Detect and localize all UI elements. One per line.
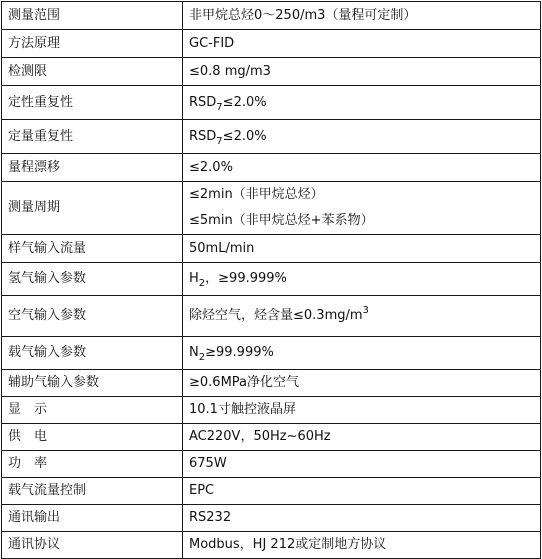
row-value-method: GC-FID xyxy=(183,30,541,58)
value-main: N xyxy=(189,345,199,360)
row-value-detection-limit: ≤0.8 mg/m3 xyxy=(183,58,541,86)
value-subscript: 7 xyxy=(216,135,223,147)
row-label-aux-gas: 辅助气输入参数 xyxy=(2,370,183,397)
row-value-power: 675W xyxy=(183,451,541,478)
row-label-quantitative-repeatability: 定量重复性 xyxy=(2,120,183,154)
value-line-2: ≤5min（非甲烷总烃+苯系物） xyxy=(189,213,374,228)
row-label-measurement-cycle: 测量周期 xyxy=(2,182,183,235)
row-label-power: 功 率 xyxy=(2,451,183,478)
row-label-qualitative-repeatability: 定性重复性 xyxy=(2,86,183,120)
row-label-comm-protocol: 通讯协议 xyxy=(2,532,183,559)
table-row xyxy=(2,120,541,154)
row-value-carrier-flow-control: EPC xyxy=(183,478,541,505)
table-row xyxy=(2,182,541,235)
row-label-carrier-flow-control: 载气流量控制 xyxy=(2,478,183,505)
row-value-power-supply: AC220V，50Hz~60Hz xyxy=(183,424,541,451)
value-main: RSD xyxy=(189,128,217,144)
row-label-sample-flow: 样气输入流量 xyxy=(2,235,183,263)
row-label-power-supply: 供 电 xyxy=(2,424,183,451)
table-row xyxy=(2,263,541,296)
table-row xyxy=(2,370,541,397)
value-main: H xyxy=(189,271,199,286)
value-subscript: 2 xyxy=(198,352,206,363)
value-rest: ，≥99.999% xyxy=(205,271,287,286)
table-row xyxy=(2,2,541,30)
value-rest: ≥99.999% xyxy=(205,345,274,360)
row-value-display: 10.1寸触控液晶屏 xyxy=(183,397,541,424)
value-superscript: 3 xyxy=(362,305,369,316)
row-value-comm-protocol: Modbus，HJ 212或定制地方协议 xyxy=(183,532,541,559)
row-value-qualitative-repeatability xyxy=(183,86,541,120)
row-label-method: 方法原理 xyxy=(2,30,183,58)
table-row xyxy=(2,451,541,478)
row-label-air: 空气输入参数 xyxy=(2,296,183,337)
table-row xyxy=(2,424,541,451)
table-row xyxy=(2,397,541,424)
row-label-display: 显 示 xyxy=(2,397,183,424)
value-main: 除烃空气，烃含量≤0.3mg/m xyxy=(189,308,363,323)
row-value-aux-gas: ≥0.6MPa净化空气 xyxy=(183,370,541,397)
row-label-detection-limit: 检测限 xyxy=(2,58,183,86)
value-line-1: ≤2min（非甲烷总烃） xyxy=(189,187,324,202)
table-row xyxy=(2,235,541,263)
value-subscript: 2 xyxy=(198,278,206,289)
row-value-hydrogen xyxy=(183,263,541,296)
value-subscript: 7 xyxy=(216,101,223,113)
row-label-carrier-gas: 载气输入参数 xyxy=(2,337,183,370)
value-main: RSD xyxy=(189,94,217,110)
row-value-quantitative-repeatability xyxy=(183,120,541,154)
table-row xyxy=(2,86,541,120)
row-value-measurement-cycle xyxy=(183,182,541,235)
row-value-comm-output: RS232 xyxy=(183,505,541,532)
row-label-measurement-range: 测量范围 xyxy=(2,2,183,30)
table-row xyxy=(2,478,541,505)
row-value-carrier-gas xyxy=(183,337,541,370)
row-value-measurement-range: 非甲烷总烃0～250/m3（量程可定制） xyxy=(183,2,541,30)
table-row xyxy=(2,296,541,337)
row-value-air xyxy=(183,296,541,337)
table-row xyxy=(2,337,541,370)
value-rest: ≤2.0% xyxy=(222,94,267,110)
table-row xyxy=(2,58,541,86)
value-rest: ≤2.0% xyxy=(222,128,267,144)
table-row xyxy=(2,154,541,182)
spec-table xyxy=(1,1,541,559)
row-label-span-drift: 量程漂移 xyxy=(2,154,183,182)
table-row xyxy=(2,30,541,58)
row-label-hydrogen: 氢气输入参数 xyxy=(2,263,183,296)
table-row xyxy=(2,532,541,559)
table-row xyxy=(2,505,541,532)
row-value-span-drift: ≤2.0% xyxy=(183,154,541,182)
row-label-comm-output: 通讯输出 xyxy=(2,505,183,532)
row-value-sample-flow: 50mL/min xyxy=(183,235,541,263)
